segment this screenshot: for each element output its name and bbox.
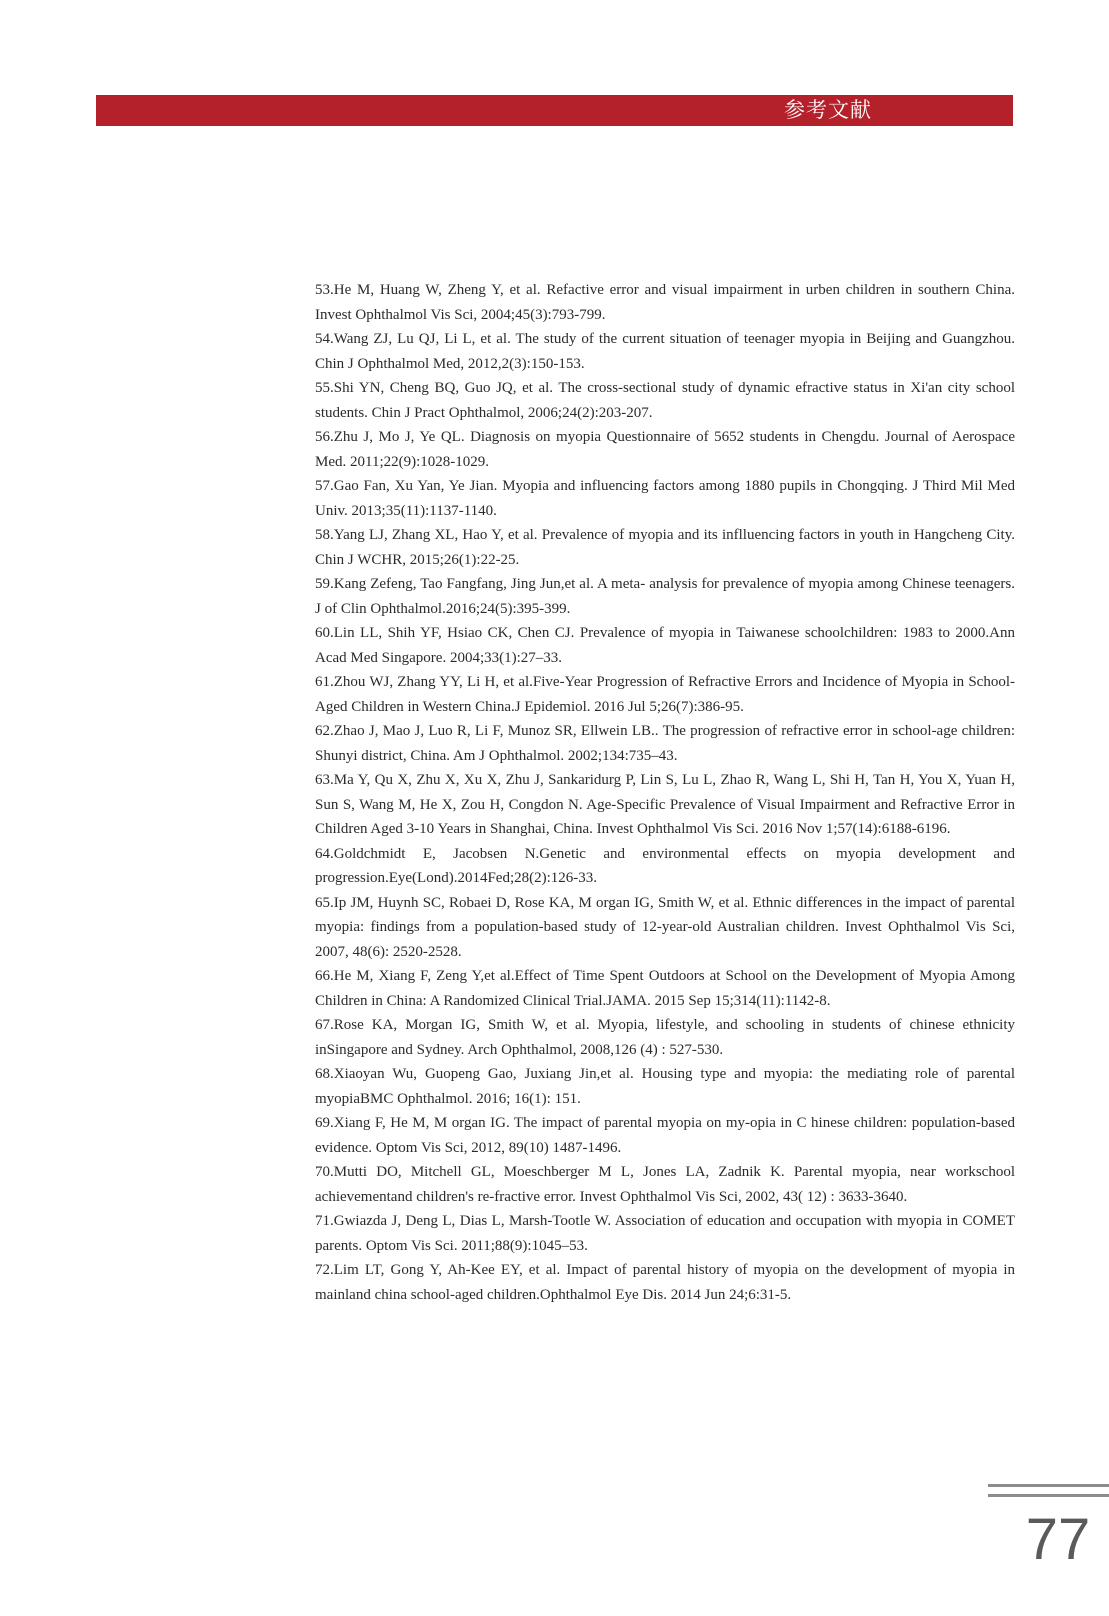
reference-item: 60.Lin LL, Shih YF, Hsiao CK, Chen CJ. Prevalence of myopia in Taiwanese schoolchildren: 1983 to 2000.Ann Acad Med Singapore. 2004;33(1):27–33. [315,625,1015,666]
reference-item: 59.Kang Zefeng, Tao Fangfang, Jing Jun,et al. A meta- analysis for prevalence of myopia among Chinese teenagers. J of Clin Ophthalmol.2016;24(5):395-399. [315,576,1015,617]
reference-item: 62.Zhao J, Mao J, Luo R, Li F, Munoz SR, Ellwein LB.. The progression of refractive error in school-age children: Shunyi district, China. Am J Ophthalmol. 2002;134:735–43. [315,723,1015,764]
reference-item: 69.Xiang F, He M, M organ IG. The impact of parental myopia on my-opia in C hinese children: population-based evidence. Optom Vis Sci, 2012, 89(10) 1487-1496. [315,1115,1015,1156]
reference-list [315,278,1015,1307]
reference-item: 68.Xiaoyan Wu, Guopeng Gao, Juxiang Jin,et al. Housing type and myopia: the mediating role of parental myopiaBMC Ophthalmol. 2016; 16(1): 151. [315,1066,1015,1107]
reference-item: 53.He M, Huang W, Zheng Y, et al. Refactive error and visual impairment in urben children in southern China. Invest Ophthalmol Vis Sci, 2004;45(3):793-799. [315,282,1015,323]
reference-item: 64.Goldchmidt E, Jacobsen N.Genetic and environmental effects on myopia development and progression.Eye(Lond).2014Fed;28(2):126-33. [315,845,1015,886]
page-number: 77 [1025,1507,1091,1572]
reference-item: 72.Lim LT, Gong Y, Ah-Kee EY, et al. Impact of parental history of myopia on the development of myopia in mainland china school-aged children.Ophthalmol Eye Dis. 2014 Jun 24;6:31-5. [315,1262,1015,1303]
reference-item: 57.Gao Fan, Xu Yan, Ye Jian. Myopia and influencing factors among 1880 pupils in Chongqing. J Third Mil Med Univ. 2013;35(11):1137-1140. [315,478,1015,519]
reference-item: 65.Ip JM, Huynh SC, Robaei D, Rose KA, M organ IG, Smith W, et al. Ethnic differences in the impact of parental myopia: findings from a population-based study of 12-year-old Australian children. Invest Ophthalmol Vis Sci, 2007, 48(6): 2520-2528. [315,894,1015,960]
reference-item: 58.Yang LJ, Zhang XL, Hao Y, et al. Prevalence of myopia and its inflluencing factors in youth in Hangcheng City. Chin J WCHR, 2015;26(1):22-25. [315,527,1015,568]
reference-item: 70.Mutti DO, Mitchell GL, Moeschberger M L, Jones LA, Zadnik K. Parental myopia, near workschool achievementand children's re-fractive error. Invest Ophthalmol Vis Sci, 2002, 43( 12) : 3633-3640. [315,1164,1015,1205]
reference-item: 56.Zhu J, Mo J, Ye QL. Diagnosis on myopia Questionnaire of 5652 students in Chengdu. Journal of Aerospace Med. 2011;22(9):1028-1029. [315,429,1015,470]
reference-item: 54.Wang ZJ, Lu QJ, Li L, et al. The study of the current situation of teenager myopia in Beijing and Guangzhou. Chin J Ophthalmol Med, 2012,2(3):150-153. [315,331,1015,372]
reference-item: 71.Gwiazda J, Deng L, Dias L, Marsh-Tootle W. Association of education and occupation with myopia in COMET parents. Optom Vis Sci. 2011;88(9):1045–53. [315,1213,1015,1254]
section-title: 参考文献 [784,98,872,122]
reference-item: 67.Rose KA, Morgan IG, Smith W, et al. Myopia, lifestyle, and schooling in students of chinese ethnicity inSingapore and Sydney. Arch Ophthalmol, 2008,126 (4) : 527-530. [315,1017,1015,1058]
reference-item: 61.Zhou WJ, Zhang YY, Li H, et al.Five-Year Progression of Refractive Errors and Incidence of Myopia in School-Aged Children in Western China.J Epidemiol. 2016 Jul 5;26(7):386-95. [315,674,1015,715]
page-number-rule-top [988,1484,1109,1487]
reference-item: 66.He M, Xiang F, Zeng Y,et al.Effect of Time Spent Outdoors at School on the Development of Myopia Among Children in China: A Randomized Clinical Trial.JAMA. 2015 Sep 15;314(11):1142-8. [315,968,1015,1009]
header-bar [96,95,1013,126]
reference-item: 63.Ma Y, Qu X, Zhu X, Xu X, Zhu J, Sankaridurg P, Lin S, Lu L, Zhao R, Wang L, Shi H, Tan H, You X, Yuan H, Sun S, Wang M, He X, Zou H, Congdon N. Age-Specific Prevalence of Visual Impairment and Refractive Error in Children Aged 3-10 Years in Shanghai, China. Invest Ophthalmol Vis Sci. 2016 Nov 1;57(14):6188-6196. [315,772,1015,837]
reference-item: 55.Shi YN, Cheng BQ, Guo JQ, et al. The cross-sectional study of dynamic efractive status in Xi'an city school students. Chin J Pract Ophthalmol, 2006;24(2):203-207. [315,380,1015,421]
page-number-rule-bottom [988,1494,1109,1497]
